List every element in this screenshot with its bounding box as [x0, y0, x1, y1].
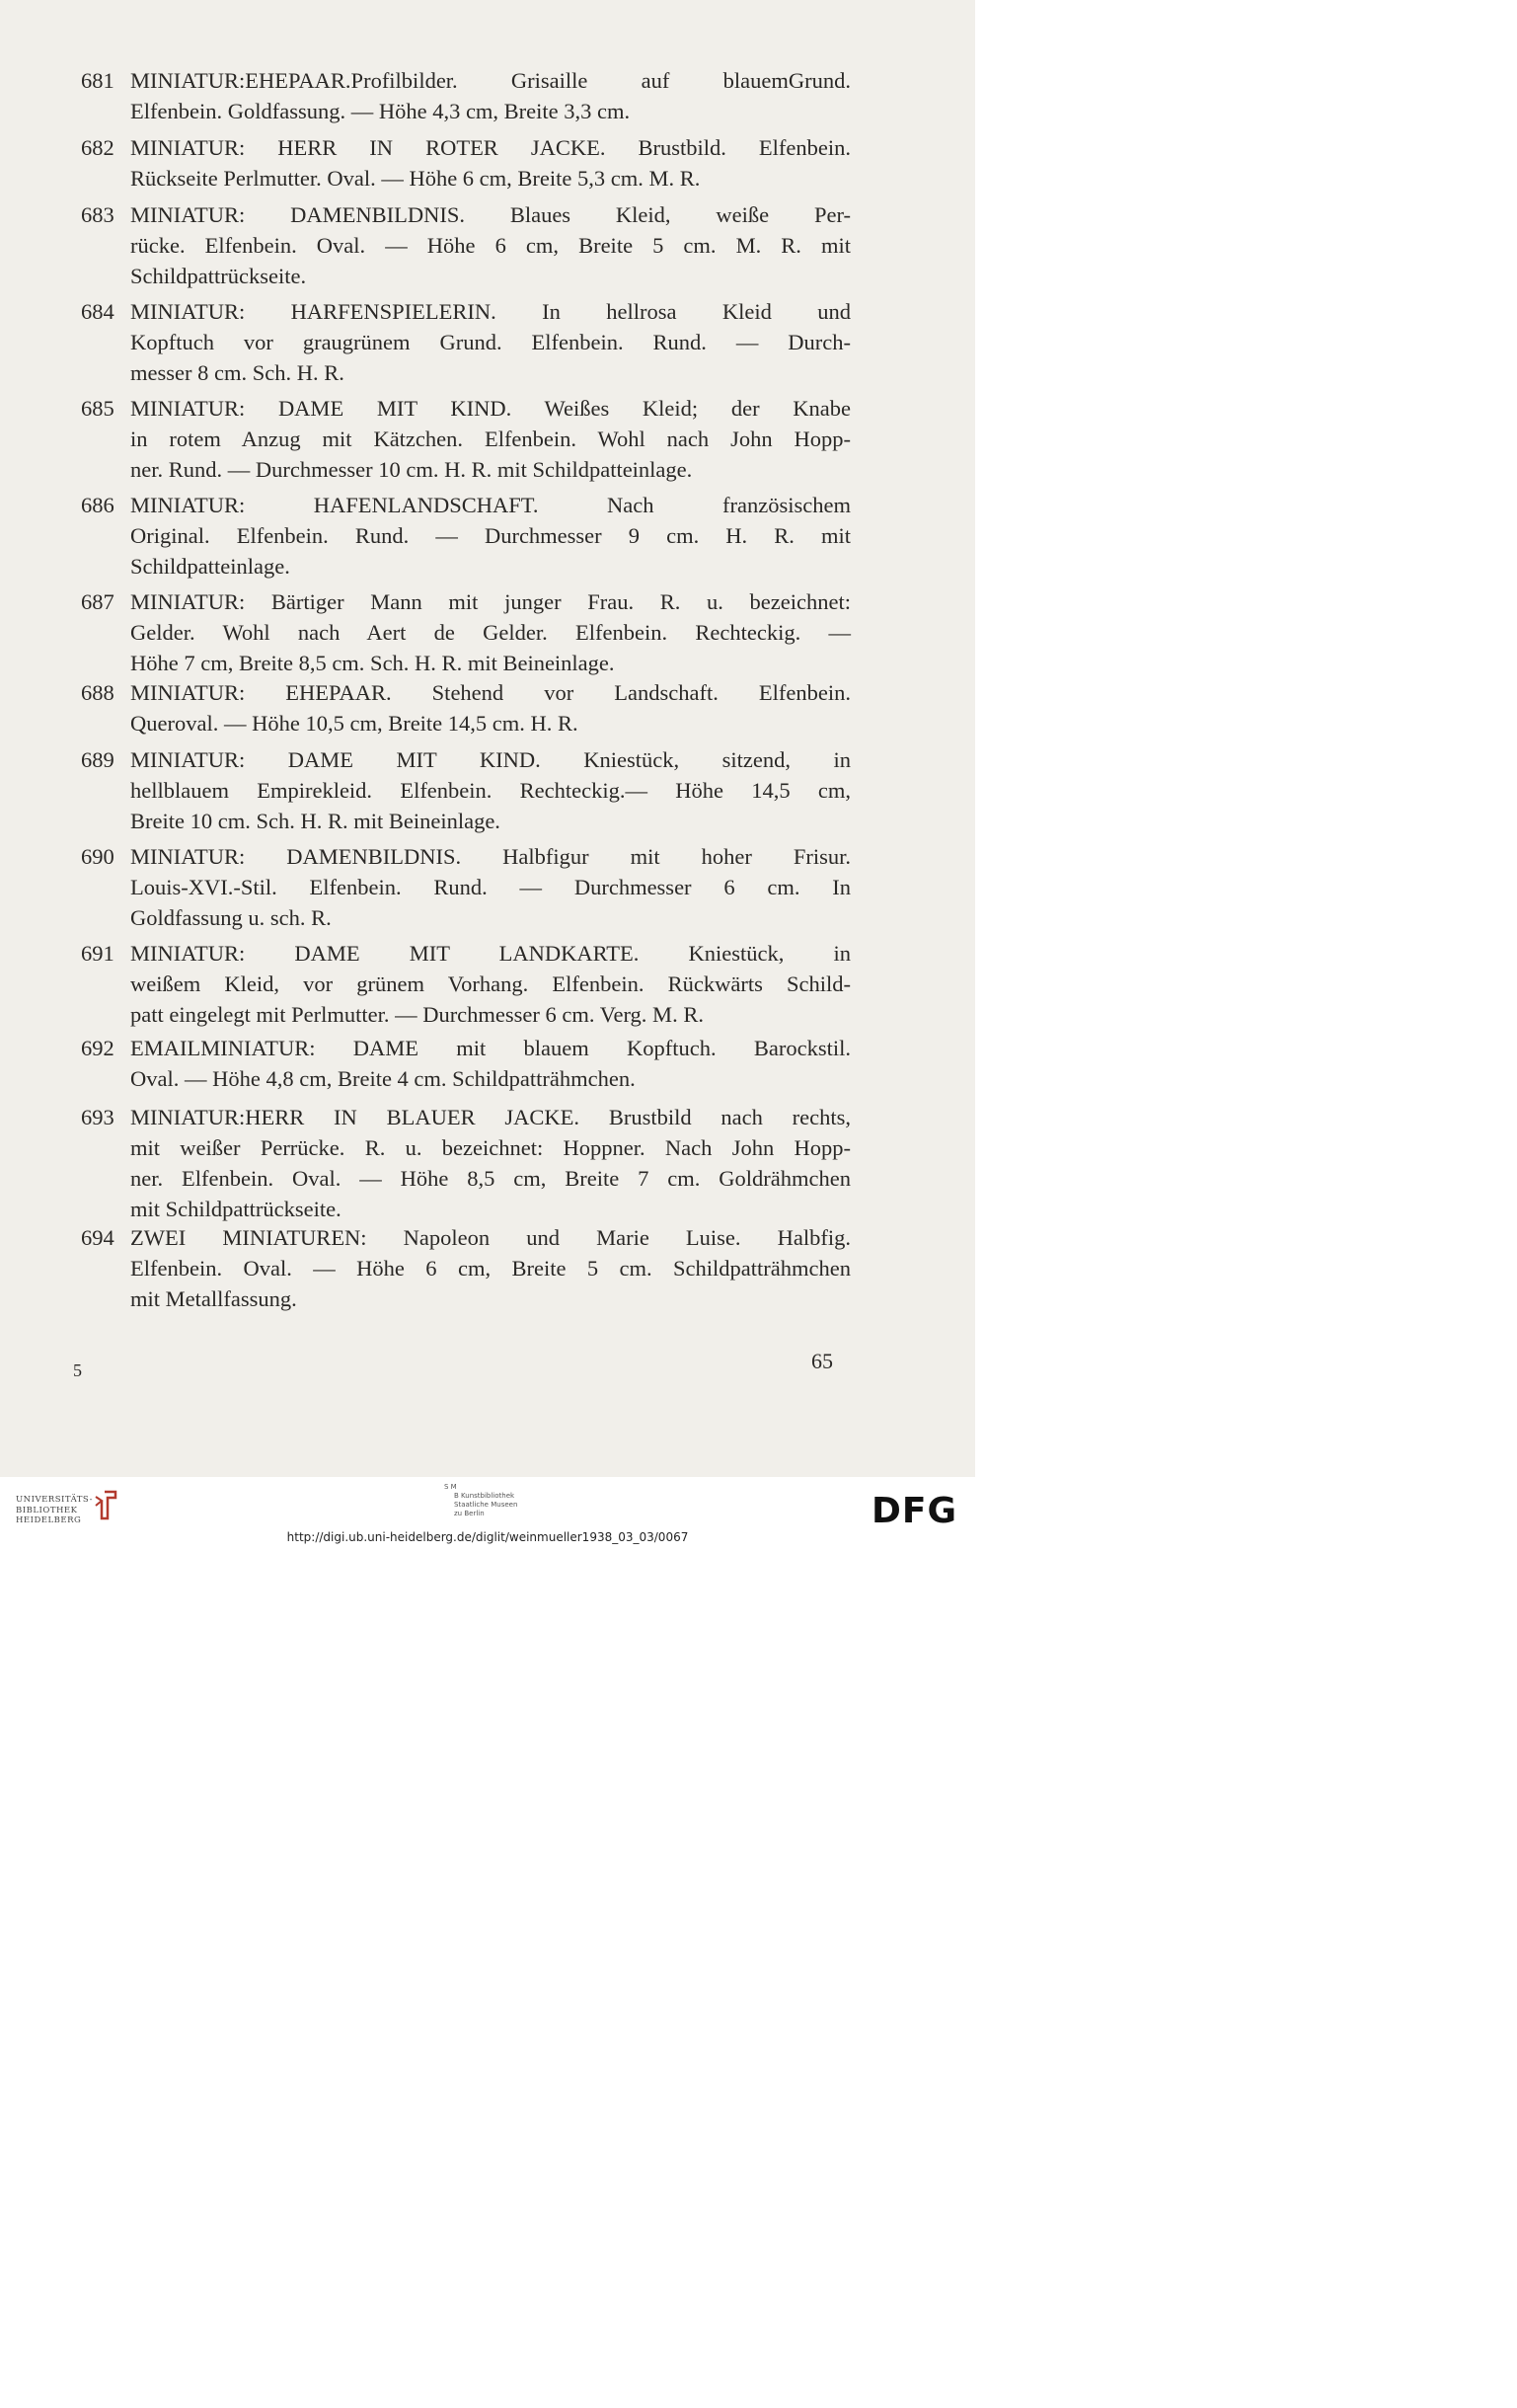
- university-line-3: HEIDELBERG: [16, 1515, 82, 1525]
- smb-library-label: [444, 1483, 517, 1518]
- entry-text: [130, 586, 851, 678]
- entry-line: Rückseite Perlmutter. Oval. — Höhe 6 cm, Breite 5,3 cm. M. R.: [130, 166, 701, 191]
- source-url-link[interactable]: http://digi.ub.uni-heidelberg.de/diglit/weinmueller1938_03_03/0067: [286, 1530, 689, 1544]
- catalog-entry: [81, 132, 851, 194]
- entry-line: Schildpattrückseite.: [130, 264, 307, 288]
- signature-mark: 5: [73, 1360, 82, 1380]
- entry-line: MINIATUR: Bärtiger Mann mit junger Frau. R. u. bezeichnet:: [130, 589, 851, 614]
- entry-text: [130, 199, 851, 291]
- entry-line: MINIATUR: HARFENSPIELERIN. In hellrosa Kleid und: [130, 299, 851, 324]
- entry-line: MINIATUR:HERR IN BLAUER JACKE. Brustbild nach rechts,: [130, 1105, 851, 1129]
- university-library-label: [16, 1495, 93, 1526]
- digitization-footer: [0, 1477, 975, 1548]
- entry-line: MINIATUR: HAFENLANDSCHAFT. Nach französischem: [130, 493, 851, 517]
- catalog-entry: [81, 841, 851, 933]
- entry-text: [130, 677, 851, 738]
- entry-line: Goldfassung u. sch. R.: [130, 905, 332, 930]
- entry-line: MINIATUR: DAME MIT LANDKARTE. Kniestück, in: [130, 941, 851, 966]
- entry-number: 683: [81, 202, 114, 227]
- smb-line-2: B Kunstbibliothek: [454, 1492, 515, 1500]
- catalog-entry: [81, 490, 851, 582]
- entry-line: Queroval. — Höhe 10,5 cm, Breite 14,5 cm. H. R.: [130, 711, 578, 736]
- entry-number: 688: [81, 680, 114, 705]
- entry-line: Elfenbein. Oval. — Höhe 6 cm, Breite 5 cm. Schildpatträhmchen: [130, 1256, 851, 1281]
- entry-line: Gelder. Wohl nach Aert de Gelder. Elfenbein. Rechteckig. —: [130, 620, 851, 645]
- entry-line: hellblauem Empirekleid. Elfenbein. Rechteckig.— Höhe 14,5 cm,: [130, 778, 851, 803]
- entry-line: weißem Kleid, vor grünem Vorhang. Elfenbein. Rückwärts Schild-: [130, 971, 851, 996]
- entry-line: patt eingelegt mit Perlmutter. — Durchmesser 6 cm. Verg. M. R.: [130, 1002, 704, 1027]
- entry-text: [130, 841, 851, 933]
- entry-number: 689: [81, 747, 114, 772]
- entry-text: [130, 1033, 851, 1094]
- university-line-2: BIBLIOTHEK: [16, 1505, 78, 1515]
- entry-line: Kopftuch vor graugrünem Grund. Elfenbein. Rund. — Durch-: [130, 330, 851, 354]
- entry-number: 687: [81, 589, 114, 614]
- entry-number: 681: [81, 68, 114, 93]
- entry-line: rücke. Elfenbein. Oval. — Höhe 6 cm, Breite 5 cm. M. R. mit: [130, 233, 851, 258]
- catalog-entry: [81, 199, 851, 291]
- catalog-entry: [81, 1033, 851, 1094]
- entry-line: Elfenbein. Goldfassung. — Höhe 4,3 cm, Breite 3,3 cm.: [130, 99, 631, 123]
- entry-text: [130, 296, 851, 388]
- smb-line-3: Staatliche Museen: [454, 1501, 518, 1509]
- entry-line: MINIATUR: DAMENBILDNIS. Blaues Kleid, weiße Per-: [130, 202, 851, 227]
- entry-line: Schildpatteinlage.: [130, 554, 290, 579]
- entry-line: MINIATUR: DAME MIT KIND. Weißes Kleid; der Knabe: [130, 396, 851, 421]
- entry-line: mit Metallfassung.: [130, 1286, 297, 1311]
- entry-text: [130, 744, 851, 836]
- catalog-entry: [81, 938, 851, 1030]
- entry-line: mit weißer Perrücke. R. u. bezeichnet: Hoppner. Nach John Hopp-: [130, 1135, 851, 1160]
- entry-text: [130, 1102, 851, 1224]
- entry-line: MINIATUR: EHEPAAR. Stehend vor Landschaft. Elfenbein.: [130, 680, 851, 705]
- entry-number: 692: [81, 1036, 114, 1060]
- entry-number: 693: [81, 1105, 114, 1129]
- entry-line: messer 8 cm. Sch. H. R.: [130, 360, 344, 385]
- catalog-entry: [81, 393, 851, 485]
- page-number: 65: [811, 1349, 833, 1373]
- entry-line: Oval. — Höhe 4,8 cm, Breite 4 cm. Schildpatträhmchen.: [130, 1066, 636, 1091]
- entry-line: Original. Elfenbein. Rund. — Durchmesser 9 cm. H. R. mit: [130, 523, 851, 548]
- entry-text: [130, 938, 851, 1030]
- dfg-logo: DFG: [871, 1491, 957, 1531]
- smb-line-1: S M: [444, 1483, 457, 1491]
- entry-line: ZWEI MINIATUREN: Napoleon und Marie Luise. Halbfig.: [130, 1225, 851, 1250]
- entry-text: [130, 393, 851, 485]
- entry-line: mit Schildpattrückseite.: [130, 1197, 341, 1221]
- entry-number: 684: [81, 299, 114, 324]
- entry-number: 691: [81, 941, 114, 966]
- catalog-entry: [81, 1222, 851, 1314]
- entry-line: MINIATUR: HERR IN ROTER JACKE. Brustbild. Elfenbein.: [130, 135, 851, 160]
- catalog-entry: [81, 65, 851, 126]
- entry-line: MINIATUR: DAMENBILDNIS. Halbfigur mit hoher Frisur.: [130, 844, 851, 869]
- catalog-entry: [81, 586, 851, 678]
- entry-text: [130, 65, 851, 126]
- catalog-page: [0, 0, 975, 1477]
- entry-number: 694: [81, 1225, 114, 1250]
- smb-line-4: zu Berlin: [454, 1510, 485, 1517]
- entry-line: Höhe 7 cm, Breite 8,5 cm. Sch. H. R. mit Beineinlage.: [130, 651, 615, 675]
- entry-text: [130, 132, 851, 194]
- university-logo-icon: [91, 1489, 118, 1522]
- entry-number: 686: [81, 493, 114, 517]
- entry-line: MINIATUR: DAME MIT KIND. Kniestück, sitzend, in: [130, 747, 851, 772]
- entry-line: EMAILMINIATUR: DAME mit blauem Kopftuch. Barockstil.: [130, 1036, 851, 1060]
- catalog-entry: [81, 677, 851, 738]
- catalog-entry: [81, 1102, 851, 1224]
- university-line-1: UNIVERSITÄTS-: [16, 1495, 93, 1505]
- catalog-entry: [81, 296, 851, 388]
- entry-text: [130, 490, 851, 582]
- entry-line: in rotem Anzug mit Kätzchen. Elfenbein. Wohl nach John Hopp-: [130, 427, 851, 451]
- entry-line: Breite 10 cm. Sch. H. R. mit Beineinlage.: [130, 809, 500, 833]
- entry-line: ner. Elfenbein. Oval. — Höhe 8,5 cm, Breite 7 cm. Goldrähmchen: [130, 1166, 851, 1191]
- entry-number: 690: [81, 844, 114, 869]
- catalog-entry: [81, 744, 851, 836]
- entry-line: MINIATUR:EHEPAAR.Profilbilder. Grisaille auf blauemGrund.: [130, 68, 851, 93]
- entry-line: ner. Rund. — Durchmesser 10 cm. H. R. mit Schildpatteinlage.: [130, 457, 693, 482]
- entry-number: 682: [81, 135, 114, 160]
- entry-number: 685: [81, 396, 114, 421]
- entry-text: [130, 1222, 851, 1314]
- entry-line: Louis-XVI.-Stil. Elfenbein. Rund. — Durchmesser 6 cm. In: [130, 875, 851, 899]
